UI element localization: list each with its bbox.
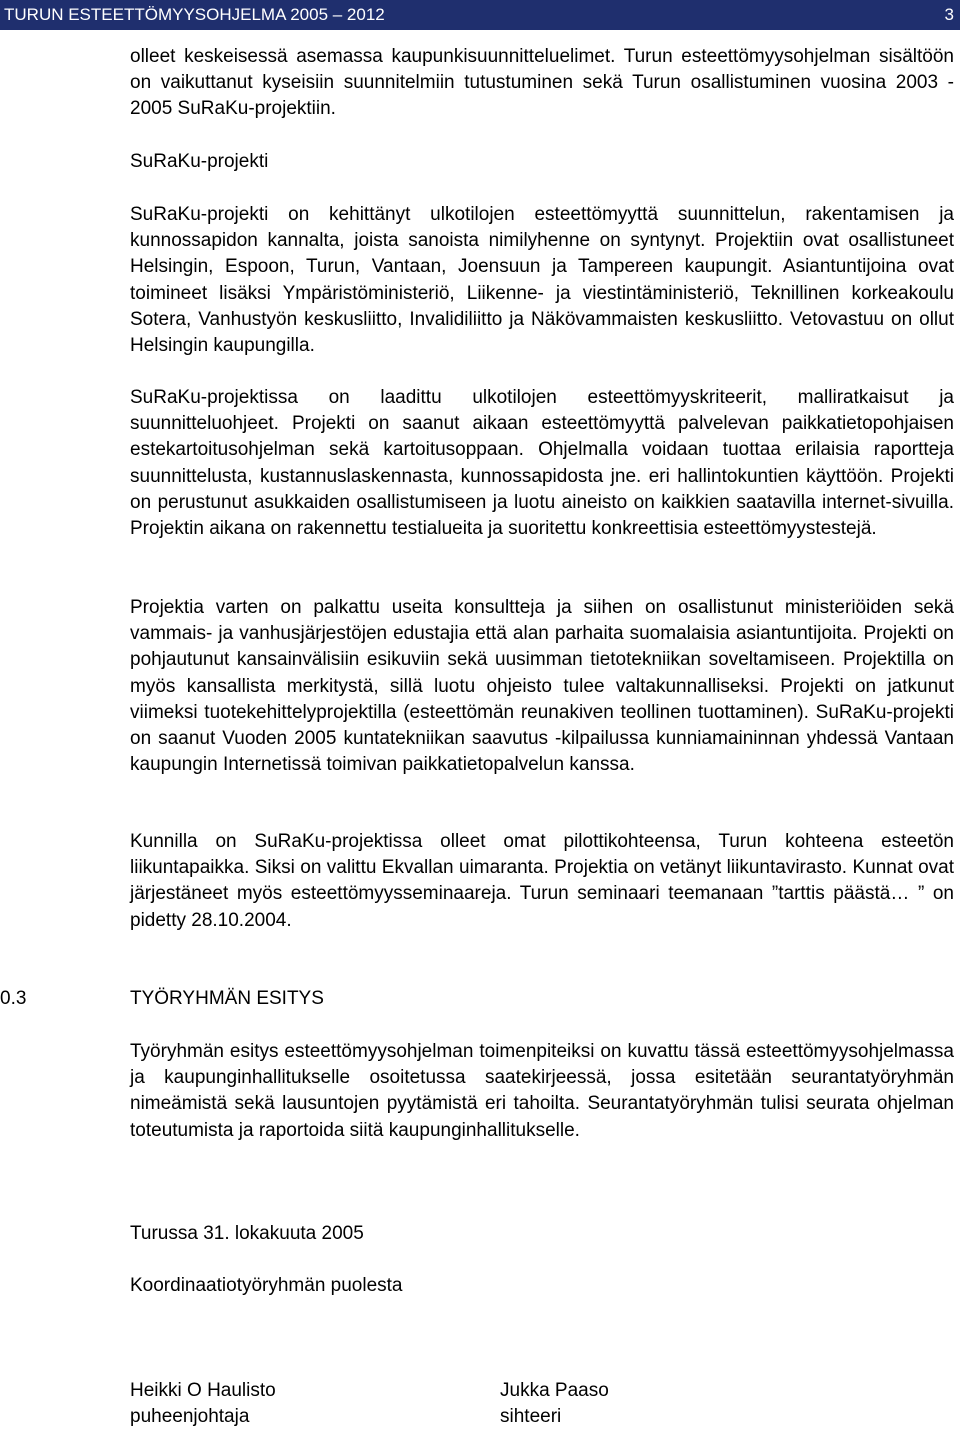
suraku-paragraph-4: Kunnilla on SuRaKu-projektissa olleet omat pilottikohteensa, Turun kohteena esteetön liikuntapaikka. Siksi on valittu Ekvallan uimaranta. Projektia on vetänyt liikuntavirasto. Kunnat ovat järjestäneet myös esteettömyysseminaareja. Turun seminaari teemanaan ”tarttis päästä… ” on pidetty 28.10.2004. bbox=[130, 831, 954, 931]
suraku-paragraph-3: Projektia varten on palkattu useita konsultteja ja siihen on osallistunut ministeriöiden sekä vammais- ja vanhusjärjestöjen edustajia että alan parhaita suomalaisia asiantuntijoita. Projekti on pohjautunut kansainvälisiin esikuviin sekä uusimman tietotekniikan soveltamiseen. Projektilla on myös kansallista merkitystä, sillä luotu ohjeisto tulee valtakunnalliseksi. Projekti on jatkunut viimeksi tuotekehittelyprojektilla (esteettömän reunakiven teollinen tuottaminen). SuRaKu-projekti on saanut Vuoden 2005 kuntatekniikan saavutus -kilpailussa kunniamaininnan yhdessä Vantaan kaupungin Internetissä toimivan paikkatietopalvelun kanssa. bbox=[130, 597, 954, 776]
on-behalf-line: Koordinaatiotyöryhmän puolesta bbox=[130, 1275, 403, 1296]
place-date: Turussa 31. lokakuuta 2005 bbox=[130, 1223, 364, 1244]
section-title: TYÖRYHMÄN ESITYS bbox=[130, 988, 324, 1009]
section-body: Työryhmän esitys esteettömyysohjelman toimenpiteiksi on kuvattu tässä esteettömyysohjelmassa ja kaupunginhallitukselle osoitetussa saatekirjeessä, jossa esitetään seurantatyöryhmän nimeämistä sekä lausuntojen pyytämistä eri tahoilta. Seurantatyöryhmän tulisi seurata ohjelman toteutumista ja raportoida siitä kaupunginhallitukselle. bbox=[130, 1041, 954, 1141]
suraku-paragraph-1: SuRaKu-projekti on kehittänyt ulkotilojen esteettömyyttä suunnittelun, rakentamisen ja kunnossapidon kannalta, joista sanoista nimilyhenne on syntynyt. Projektiin ovat osallistuneet Helsingin, Espoon, Turun, Vantaan, Joensuun ja Tampereen kaupungit. Asiantuntijoina ovat toimineet lisäksi Ympäristöministeriö, Liikenne- ja viestintäministeriö, Teknillinen korkeakoulu Sotera, Vanhustyön keskusliitto, Invalidiliitto ja Näkövammaisten keskusliitto. Vetovastuu on ollut Helsingin kaupungilla. bbox=[130, 204, 954, 357]
section-number: 0.3 bbox=[0, 988, 27, 1009]
suraku-paragraph-2: SuRaKu-projektissa on laadittu ulkotilojen esteettömyyskriteerit, malliratkaisut ja suunnitteluohjeet. Projekti on saanut aikaan esteettömyyttä palvelevan paikkatietopohjaisen estekartoitusohjelman sekä kartoitusoppaan. Ohjelmalla voidaan tuottaa erilaisia raportteja suunnittelusta, kustannuslaskennasta, kunnossapidosta jne. eri hallintokuntien käyttöön. Projekti on perustunut asukkaiden osallistumiseen ja luotu aineisto on kaikkien saatavilla internet-sivuilla. Projektin aikana on rakennettu testialueita ja suoritettu konkreettisia esteettömyystestejä. bbox=[130, 387, 954, 540]
document-title: TURUN ESTEETTÖMYYSOHJELMA 2005 – 2012 bbox=[4, 5, 385, 24]
signatory-role-2: sihteeri bbox=[500, 1406, 562, 1427]
signatory-role-1: puheenjohtaja bbox=[130, 1406, 250, 1427]
signatory-name-2: Jukka Paaso bbox=[500, 1380, 609, 1401]
page-number: 3 bbox=[944, 5, 954, 24]
signatory-name-1: Heikki O Haulisto bbox=[130, 1380, 276, 1401]
page-header bbox=[0, 0, 960, 30]
suraku-heading: SuRaKu-projekti bbox=[130, 151, 269, 172]
intro-paragraph: olleet keskeisessä asemassa kaupunkisuunnitteluelimet. Turun esteettömyysohjelman sisältöön on vaikuttanut kyseisiin suunnitelmiin tutustuminen sekä Turun osallistuminen vuosina 2003 - 2005 SuRaKu-projektiin. bbox=[130, 46, 954, 120]
